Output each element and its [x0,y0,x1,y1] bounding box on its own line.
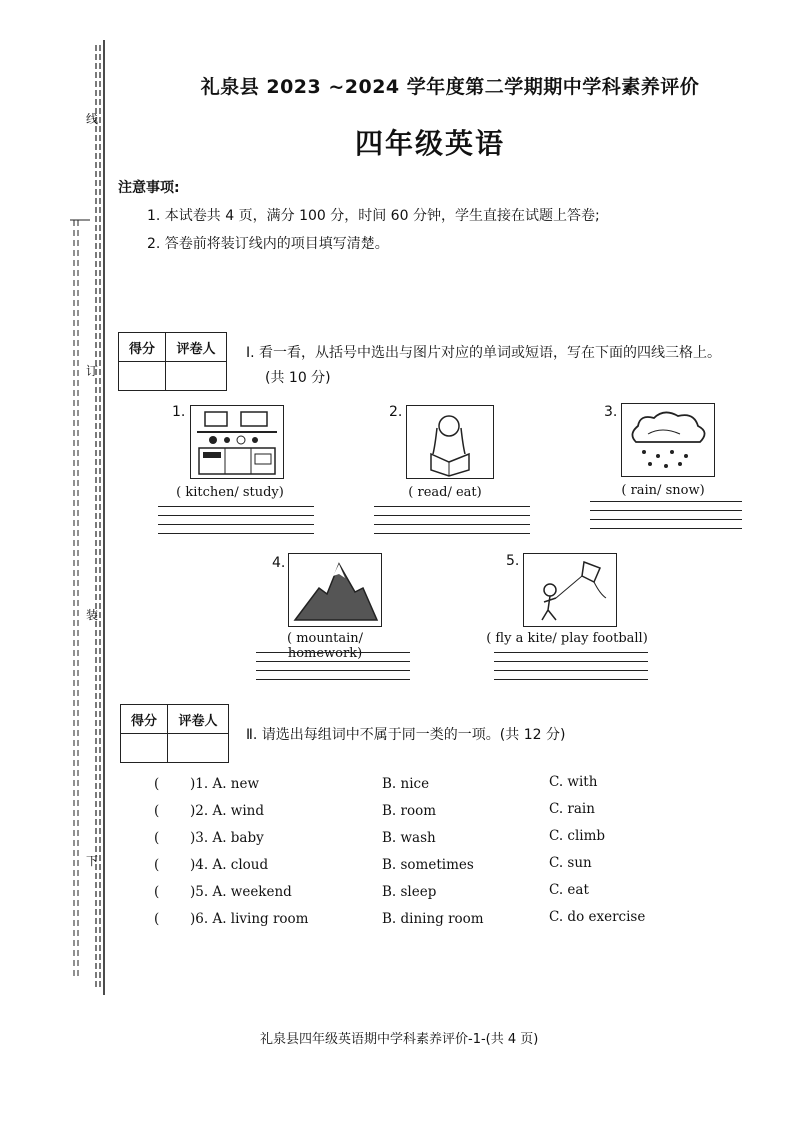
score-cell[interactable] [121,734,168,763]
writing-lines[interactable] [374,506,530,542]
question-option-a: )1. A. new [190,776,260,792]
score-box-2 [120,704,229,763]
question-option-c: C. climb [549,828,606,844]
score-cell[interactable] [119,362,166,391]
question-option-c: C. do exercise [549,909,646,925]
kite-boy-icon [524,554,616,626]
item-caption: ( mountain/ homework) [287,631,363,661]
picture-frame-2 [406,405,494,479]
question-option-c: C. eat [549,882,589,898]
notes-heading: 注意事项: [118,180,180,196]
item-caption: ( kitchen/ study) [176,485,284,500]
picture-frame-4 [288,553,382,627]
note-item: 2. 答卷前将装订线内的项目填写清楚。 [147,236,389,252]
page-footer: 礼泉县四年级英语期中学科素养评价-1-(共 4 页) [260,1032,539,1047]
item-number: 2. [389,404,403,420]
grader-cell[interactable] [168,734,229,763]
item-caption: ( fly a kite/ play football) [486,631,648,646]
question-option-a: )4. A. cloud [190,857,269,873]
item-number: 4. [272,555,286,571]
answer-paren[interactable]: ( [154,830,160,846]
kitchen-icon [191,406,283,478]
binding-label-below: 下 [86,854,99,868]
question-option-a: )3. A. baby [190,830,264,846]
section2-title: Ⅱ. 请选出每组词中不属于同一类的一项。(共 12 分) [246,727,566,743]
question-option-c: C. sun [549,855,592,871]
answer-paren[interactable]: ( [154,803,160,819]
item-number: 3. [604,404,618,420]
picture-frame-1 [190,405,284,479]
writing-lines[interactable] [158,506,314,542]
score-box-1 [118,332,227,391]
answer-paren[interactable]: ( [154,857,160,873]
question-option-b: B. dining room [382,911,484,927]
section1-points: (共 10 分) [265,370,331,386]
item-caption: ( read/ eat) [408,485,482,500]
grader-label: 评卷人 [166,333,227,362]
picture-frame-3 [621,403,715,477]
question-option-a: )6. A. living room [190,911,309,927]
section1-title: Ⅰ. 看一看，从括号中选出与图片对应的单词或短语，写在下面的四线三格上。 [246,345,722,361]
grader-label: 评卷人 [168,705,229,734]
question-option-b: B. wash [382,830,436,846]
writing-lines[interactable] [494,652,648,688]
question-option-a: )5. A. weekend [190,884,292,900]
question-option-b: B. room [382,803,437,819]
binding-margin [60,40,110,1000]
rain-cloud-icon [622,404,714,476]
binding-label-line: 线 [86,112,99,126]
note-item: 1. 本试卷共 4 页，满分 100 分，时间 60 分钟，学生直接在试题上答卷; [147,208,600,224]
question-option-b: B. nice [382,776,430,792]
mountain-icon [289,554,381,626]
writing-lines[interactable] [590,501,742,537]
question-option-c: C. with [549,774,598,790]
binding-label-order: 订 [86,364,99,378]
writing-lines[interactable] [256,652,410,688]
answer-paren[interactable]: ( [154,884,160,900]
item-number: 5. [506,553,520,569]
question-option-a: )2. A. wind [190,803,264,819]
reading-girl-icon [407,406,493,478]
binding-label-bind: 装 [86,608,99,622]
item-caption: ( rain/ snow) [621,483,705,498]
question-option-c: C. rain [549,801,595,817]
grader-cell[interactable] [166,362,227,391]
question-option-b: B. sleep [382,884,437,900]
exam-subtitle: 四年级英语 [354,127,505,160]
answer-paren[interactable]: ( [154,776,160,792]
picture-frame-5 [523,553,617,627]
answer-paren[interactable]: ( [154,911,160,927]
score-label: 得分 [119,333,166,362]
item-number: 1. [172,404,186,420]
question-option-b: B. sometimes [382,857,474,873]
score-label: 得分 [121,705,168,734]
exam-title: 礼泉县 2023 ~2024 学年度第二学期期中学科素养评价 [200,76,700,98]
